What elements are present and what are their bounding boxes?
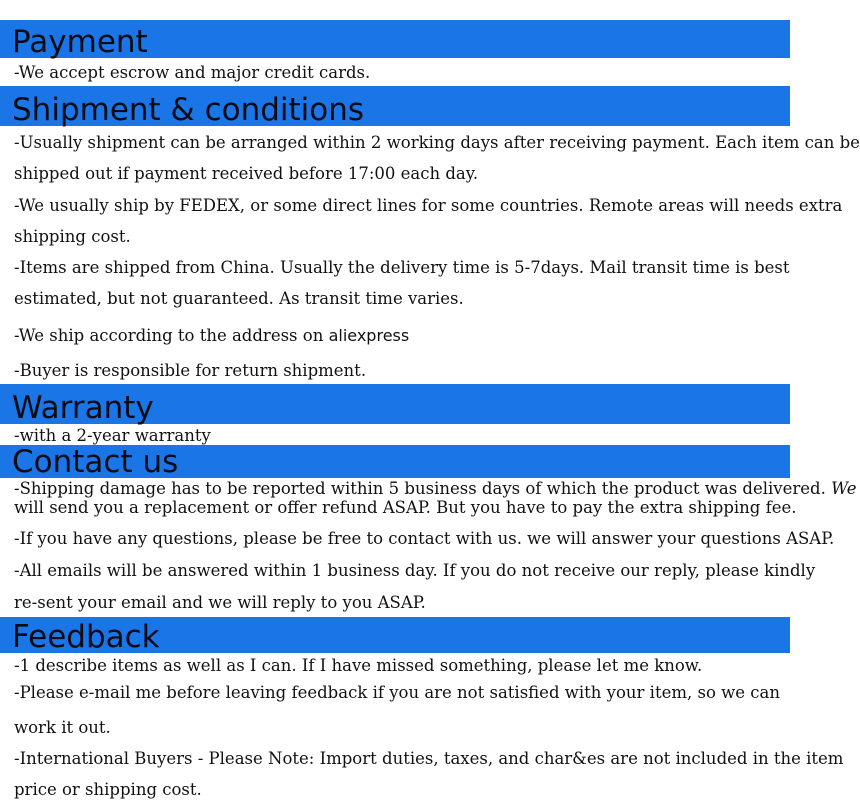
feedback-header [0,617,790,653]
shipment-line-7 [14,326,786,346]
shipment-header [0,86,790,126]
shipment-line-7-text: -We ship according to the address on [14,326,324,345]
contact-line-2: will send you a replacement or offer refund ASAP. But you have to pay the extra shipping fee. [14,498,797,517]
warranty-line-1: -with a 2-year warranty [14,426,211,445]
shipment-line-4: shipping cost. [14,227,131,246]
contact-line-3: -If you have any questions, please be free to contact with us. we will answer your questions ASAP. [14,529,835,548]
shipment-title: Shipment & conditions [12,92,365,128]
feedback-line-5: price or shipping cost. [14,780,202,799]
feedback-line-1: -1 describe items as well as I can. If I have missed something, please let me know. [14,656,703,675]
contact-line-1 [14,479,857,499]
contact-line-1-we: We [831,479,857,498]
shipment-line-2: shipped out if payment received before 17:00 each day. [14,164,479,183]
payment-title: Payment [12,24,148,60]
payment-line-1: -We accept escrow and major credit cards. [14,63,371,82]
warranty-title: Warranty [12,390,154,426]
contact-line-5: re-sent your email and we will reply to you ASAP. [14,593,426,612]
contact-header [0,445,790,478]
feedback-title: Feedback [12,619,160,655]
shipment-line-5: -Items are shipped from China. Usually the delivery time is 5-7days. Mail transit time is best [14,258,790,277]
shipment-line-3: -We usually ship by FEDEX, or some direct lines for some countries. Remote areas will needs extra [14,196,843,215]
feedback-line-3: work it out. [14,718,111,737]
contact-title: Contact us [12,444,179,480]
feedback-line-2: -Please e-mail me before leaving feedback if you are not satisfied with your item, so we can [14,683,780,702]
warranty-header [0,384,790,424]
feedback-line-4: -International Buyers - Please Note: Import duties, taxes, and char&es are not included in the item [14,749,844,768]
aliexpress-text: aliexpress [328,326,410,345]
payment-header [0,20,790,58]
shipment-line-1: -Usually shipment can be arranged within 2 working days after receiving payment. Each item can be [14,133,860,152]
shipment-line-6: estimated, but not guaranteed. As transit time varies. [14,289,464,308]
contact-line-4: -All emails will be answered within 1 business day. If you do not receive our reply, please kindly [14,561,816,580]
shipment-line-8: -Buyer is responsible for return shipment. [14,361,367,380]
contact-line-1-text: -Shipping damage has to be reported within 5 business days of which the product was delivered. [14,479,826,498]
